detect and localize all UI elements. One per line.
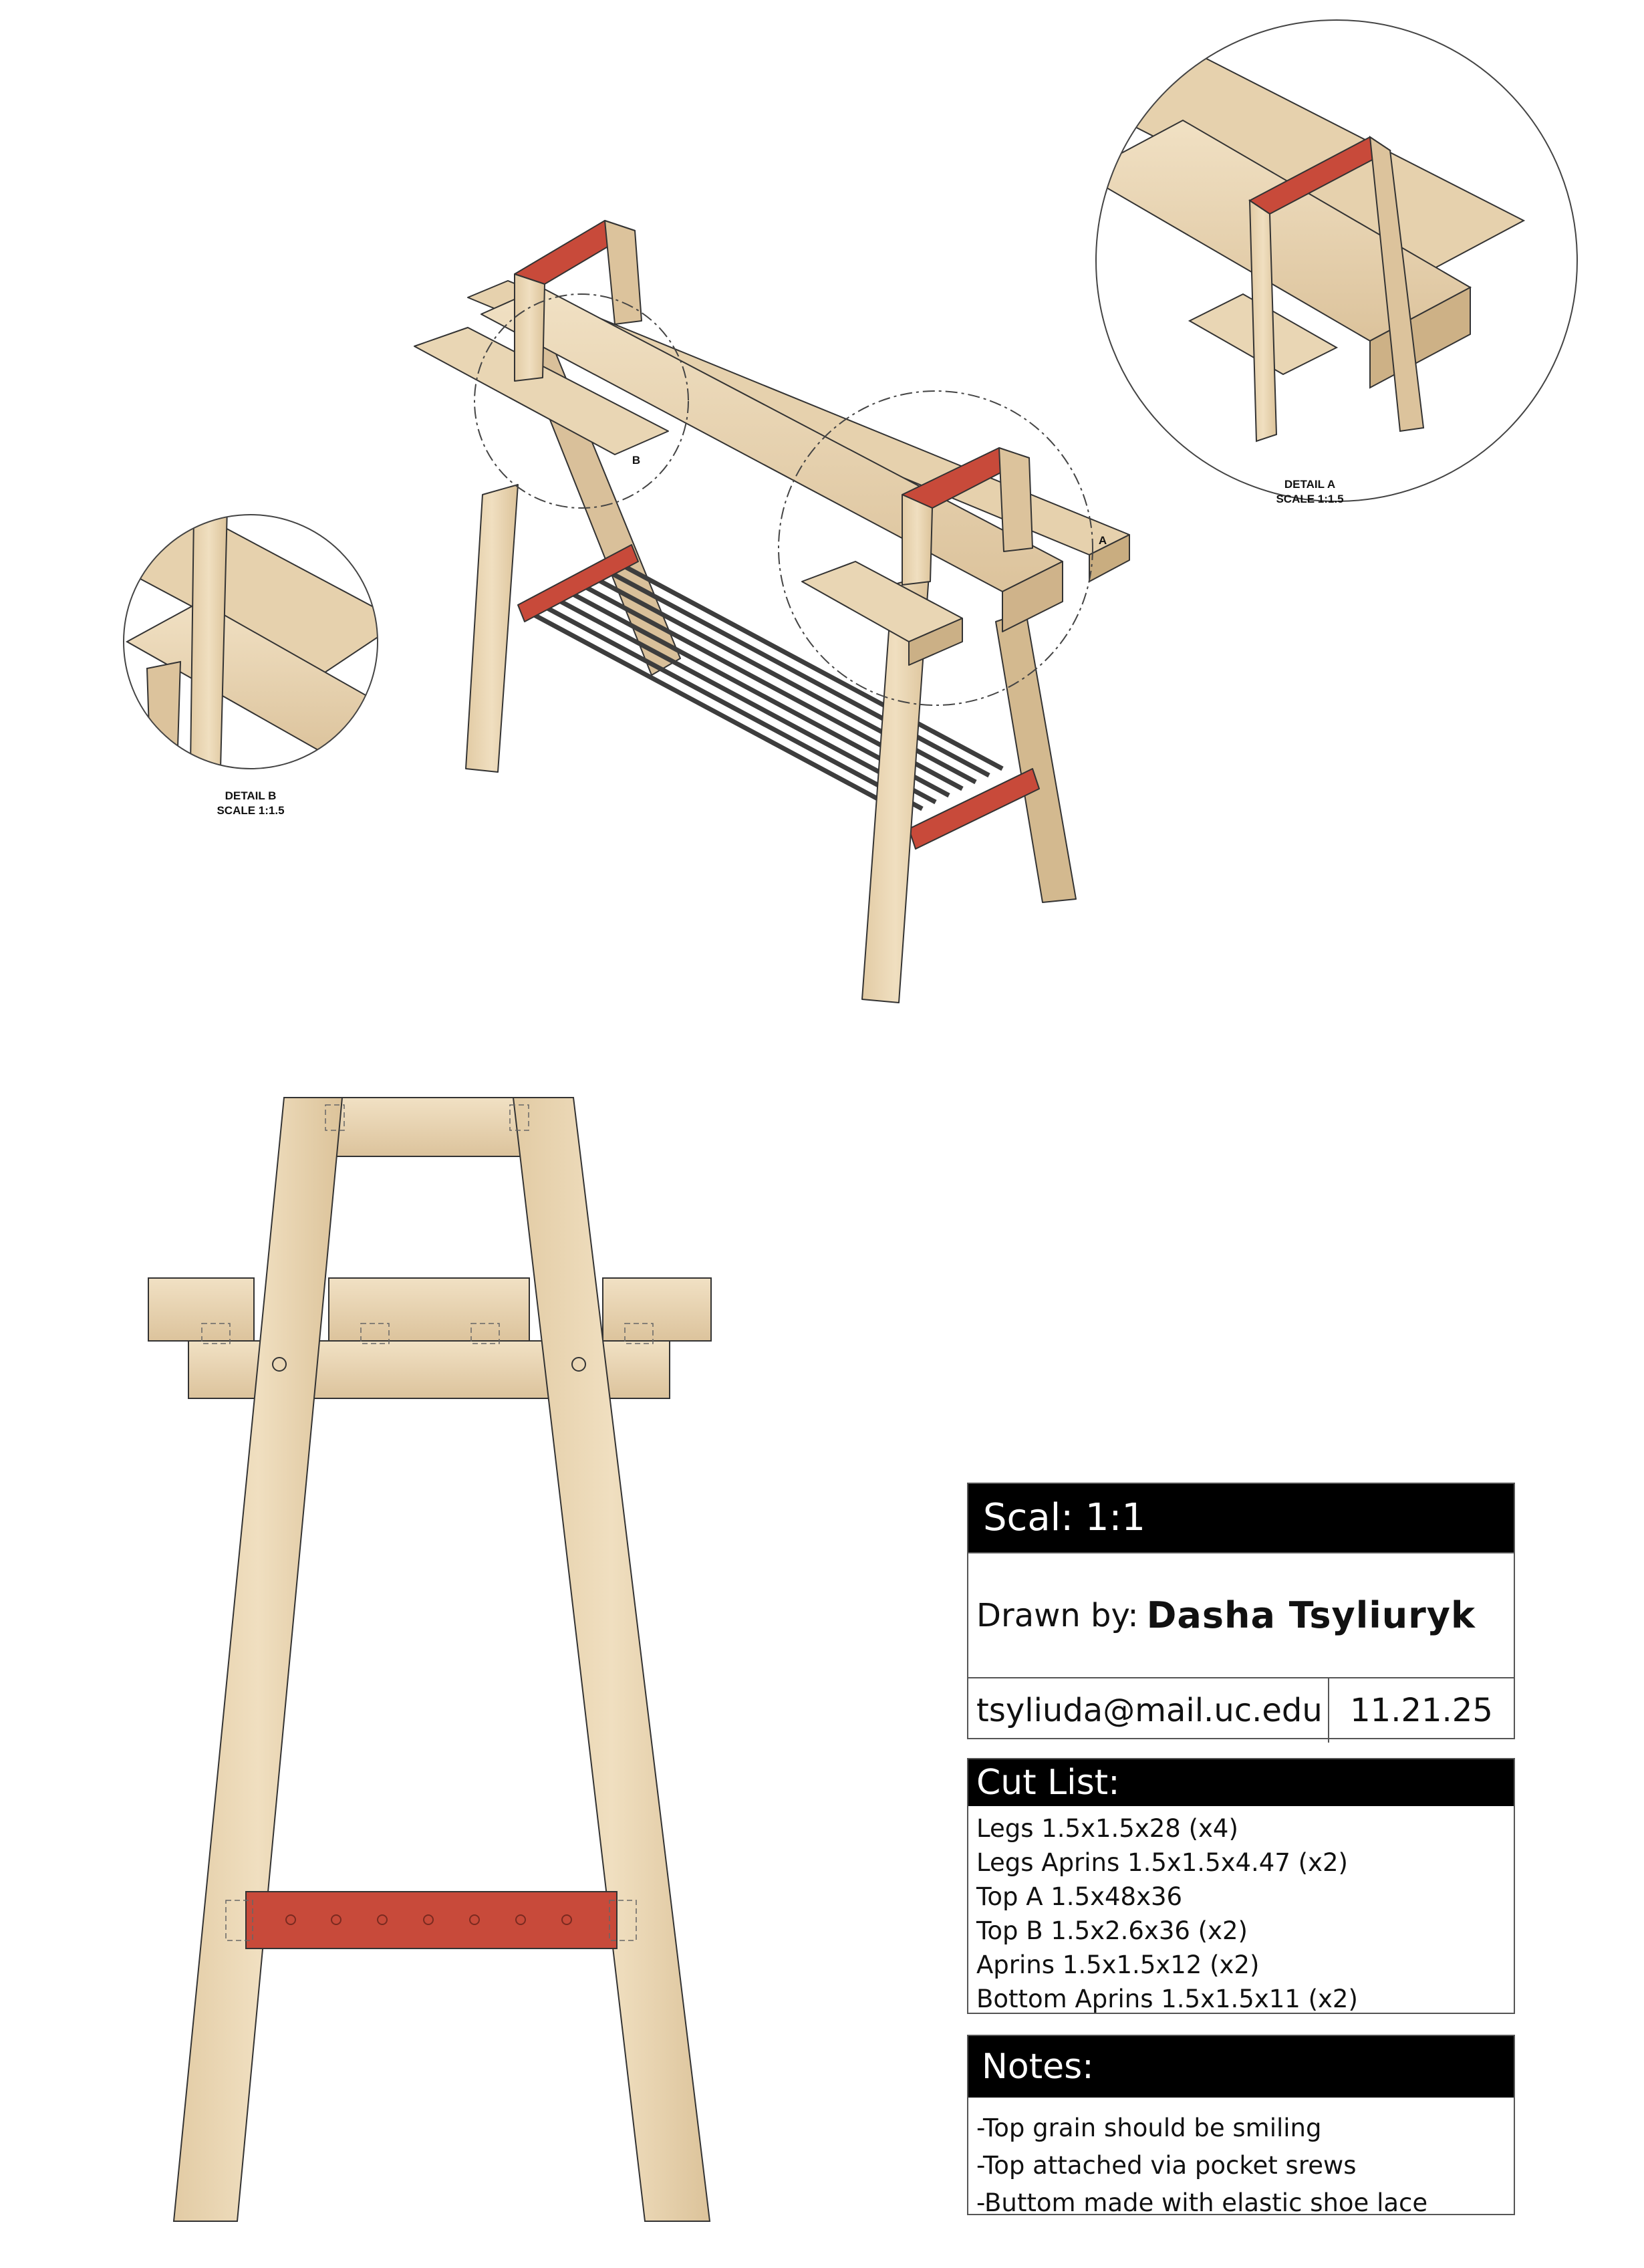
drawing-date: 11.21.25 (1350, 1692, 1493, 1729)
cut-list-box (967, 1758, 1515, 2014)
elevation-slat-right (603, 1278, 711, 1341)
right-leg-upper-back (999, 448, 1033, 551)
detail-a-label (1256, 477, 1363, 507)
elevation-top-apron (314, 1098, 541, 1156)
elevation-bottom-apron (246, 1892, 617, 1948)
back-right-leg (996, 612, 1076, 902)
notes-box (967, 2035, 1515, 2215)
callout-a-letter: A (1098, 534, 1107, 547)
drawn-by-label: Drawn by: (976, 1596, 1139, 1634)
cut-list-title: Cut List: (968, 1759, 1514, 1806)
detail-b-title: DETAIL B (225, 789, 277, 802)
elevation-slat-left (148, 1278, 254, 1341)
callout-b-letter: B (632, 454, 641, 467)
notes-title: Notes: (968, 2036, 1514, 2098)
cut-list-item: Top A 1.5x48x36 (976, 1882, 1183, 1911)
detail-b-label (197, 789, 304, 818)
contact-row (968, 1677, 1514, 1743)
detail-a-title: DETAIL A (1284, 478, 1336, 491)
elevation-left-leg (174, 1098, 342, 2221)
drawn-by-row (968, 1552, 1514, 1677)
author-email: tsyliuda@mail.uc.edu (968, 1678, 1329, 1743)
cut-list-item: Top B 1.5x2.6x36 (x2) (976, 1916, 1248, 1945)
note-item: -Top attached via pocket srews (976, 2151, 1357, 2180)
left-leg-upper-back (605, 221, 642, 324)
cut-list-item: Bottom Aprins 1.5x1.5x11 (x2) (976, 1985, 1358, 2013)
left-leg-upper-front (515, 274, 545, 381)
detail-b-view (120, 508, 401, 769)
elevation-right-leg (513, 1098, 710, 2221)
cut-list-item: Aprins 1.5x1.5x12 (x2) (976, 1950, 1260, 1979)
cut-list-item: Legs 1.5x1.5x28 (x4) (976, 1814, 1238, 1843)
cut-list-item: Legs Aprins 1.5x1.5x4.47 (x2) (976, 1848, 1348, 1877)
detail-a-scale: SCALE 1:1.5 (1276, 493, 1344, 505)
front-elevation (148, 1098, 711, 2221)
right-leg-upper-front (902, 495, 932, 585)
notes-items (968, 2098, 1514, 2230)
drawn-by-name: Dasha Tsyliuryk (1146, 1594, 1476, 1636)
note-item: -Top grain should be smiling (976, 2114, 1322, 2142)
title-block (967, 1483, 1515, 1739)
detail-a-view (1083, 53, 1524, 441)
isometric-view (414, 221, 1129, 1003)
note-item: -Buttom made with elastic shoe lace (976, 2188, 1428, 2217)
cut-list-items (968, 1806, 1514, 2024)
front-left-leg (466, 485, 518, 772)
scale-header: Scal: 1:1 (968, 1484, 1514, 1552)
detail-b-scale: SCALE 1:1.5 (217, 804, 285, 817)
